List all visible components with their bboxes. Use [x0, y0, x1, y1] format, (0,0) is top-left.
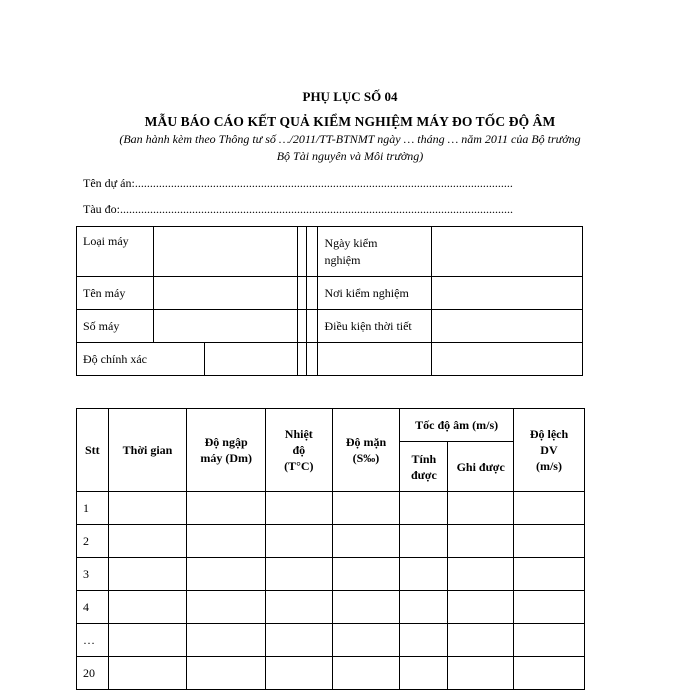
empty-cell [448, 492, 514, 525]
test-date-label-line2: nghiệm [324, 252, 361, 267]
empty-cell [513, 525, 584, 558]
machine-number-label: Số máy [77, 310, 154, 343]
empty-cell [265, 624, 332, 657]
weather-label: Điều kiện thời tiết [318, 310, 431, 343]
empty-cell [513, 591, 584, 624]
row-number: 3 [77, 558, 109, 591]
empty-cell [400, 657, 448, 690]
empty-cell [513, 624, 584, 657]
header-dev-line2: DV [540, 443, 558, 457]
empty-cell [332, 492, 400, 525]
empty-cell [400, 624, 448, 657]
empty-cell [187, 492, 266, 525]
table-row [77, 558, 585, 591]
machine-name-label: Tên máy [77, 277, 154, 310]
empty-cell [400, 558, 448, 591]
test-place-value [431, 277, 582, 310]
empty-cell [332, 591, 400, 624]
vessel-field: Tàu đo:................................................................................................................................... [83, 202, 513, 216]
header-deviation [513, 409, 584, 492]
empty-cell [513, 492, 584, 525]
weather-value [431, 310, 582, 343]
row-number: 1 [77, 492, 109, 525]
test-place-label: Nơi kiểm nghiệm [318, 277, 431, 310]
empty-cell [108, 558, 187, 591]
spacer-cell [307, 227, 318, 277]
empty-cell [400, 492, 448, 525]
spacer-cell [307, 277, 318, 310]
header-calc-line2: được [410, 467, 437, 482]
header-temperature [265, 409, 332, 492]
empty-cell [332, 558, 400, 591]
spacer-cell [298, 277, 307, 310]
empty-cell [448, 525, 514, 558]
machine-type-value [154, 227, 298, 277]
header-salinity-line2: (S‰) [352, 451, 380, 465]
document-title: MẪU BÁO CÁO KẾT QUẢ KIỂM NGHIỆM MÁY ĐO TỐC ĐỘ ÂM [144, 114, 556, 129]
empty-cell [513, 657, 584, 690]
spacer-cell [307, 310, 318, 343]
test-date-label [318, 227, 431, 277]
results-body [77, 492, 585, 690]
header-salinity-line1: Độ mặn [345, 435, 387, 449]
test-date-label-line1: Ngày kiểm [324, 235, 378, 250]
spacer-cell [298, 310, 307, 343]
empty-cell [265, 657, 332, 690]
header-depth-line2: máy (Dm) [200, 451, 252, 465]
empty-cell [332, 525, 400, 558]
empty-cell [187, 558, 266, 591]
machine-type-label: Loại máy [77, 227, 154, 277]
empty-cell [108, 657, 187, 690]
spacer-cell [298, 227, 307, 277]
machine-number-value [154, 310, 298, 343]
row-number: 4 [77, 591, 109, 624]
empty-cell [318, 343, 431, 376]
empty-cell [108, 492, 187, 525]
instrument-info-table [76, 226, 583, 376]
header-salinity [332, 409, 400, 492]
empty-cell [431, 343, 582, 376]
empty-cell [513, 558, 584, 591]
header-calc-line1: Tính [411, 451, 437, 466]
empty-cell [332, 624, 400, 657]
empty-cell [187, 657, 266, 690]
empty-cell [265, 591, 332, 624]
subtitle-line-2: Bộ Tài nguyên và Môi trường) [276, 149, 424, 163]
appendix-number: PHỤ LỤC SỐ 04 [302, 89, 398, 104]
subtitle-line-1: (Ban hành kèm theo Thông tư số …/2011/TT-BTNMT ngày … tháng … năm 2011 của Bộ trưởng [119, 132, 581, 146]
empty-cell [400, 525, 448, 558]
empty-cell [400, 591, 448, 624]
empty-cell [448, 657, 514, 690]
empty-cell [332, 657, 400, 690]
table-row [77, 492, 585, 525]
table-row [77, 657, 585, 690]
header-temp-line2: độ [292, 443, 306, 457]
machine-name-value [154, 277, 298, 310]
header-calculated [400, 442, 448, 492]
empty-cell [265, 492, 332, 525]
header-depth-line1: Độ ngập [204, 435, 248, 449]
header-depth [187, 409, 266, 492]
table-row [77, 591, 585, 624]
row-number: 2 [77, 525, 109, 558]
empty-cell [187, 525, 266, 558]
results-table [76, 408, 585, 690]
header-recorded: Ghi được [448, 442, 514, 492]
table-row [77, 624, 585, 657]
header-dev-line1: Độ lệch [529, 427, 569, 441]
header-stt: Stt [77, 409, 109, 492]
empty-cell [108, 624, 187, 657]
header-temp-line1: Nhiệt [284, 427, 313, 441]
empty-cell [108, 525, 187, 558]
row-number: … [77, 624, 109, 657]
empty-cell [265, 558, 332, 591]
header-temp-line3: (T°C) [284, 459, 314, 473]
spacer-cell [298, 343, 307, 376]
accuracy-label: Độ chính xác [77, 343, 205, 376]
empty-cell [108, 591, 187, 624]
empty-cell [448, 558, 514, 591]
row-number: 20 [77, 657, 109, 690]
table-row [77, 525, 585, 558]
accuracy-value [205, 343, 298, 376]
empty-cell [448, 624, 514, 657]
spacer-cell [307, 343, 318, 376]
empty-cell [265, 525, 332, 558]
empty-cell [187, 624, 266, 657]
empty-cell [187, 591, 266, 624]
project-name-field: Tên dự án:.............................................................................................................................. [83, 176, 513, 190]
header-time: Thời gian [108, 409, 187, 492]
test-date-value [431, 227, 582, 277]
empty-cell [448, 591, 514, 624]
header-sound-speed: Tốc độ âm (m/s) [400, 409, 514, 442]
header-dev-line3: (m/s) [535, 459, 562, 473]
